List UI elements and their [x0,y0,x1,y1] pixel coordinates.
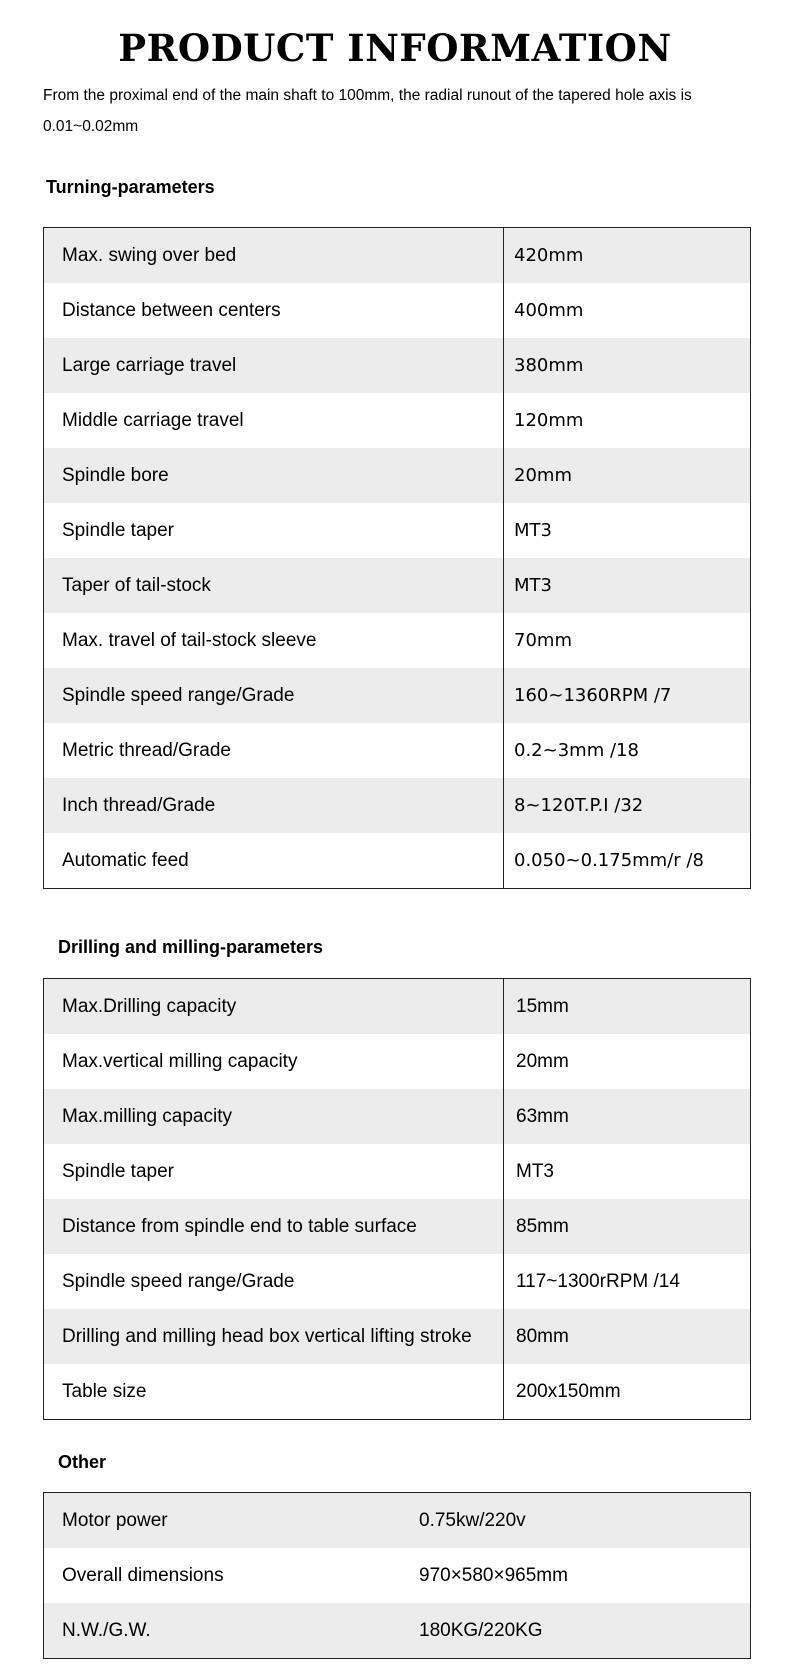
row-value: MT3 [516,1160,554,1182]
table-row [44,1493,750,1548]
table-row [44,979,750,1034]
table-row [44,558,750,613]
table-row [44,1144,750,1199]
row-label: Spindle speed range/Grade [44,1254,504,1309]
table-row [44,1309,750,1364]
row-label: N.W./G.W. [62,1619,151,1641]
row-label: Spindle taper [44,503,504,558]
row-label: Distance between centers [44,283,504,338]
row-value: 160~1360RPM /7 [514,685,672,706]
intro-text: From the proximal end of the main shaft to 100mm, the radial runout of the tapered hole axis is 0.01~0.02mm [43,87,692,135]
turning-parameters-table [43,227,751,889]
row-value: 970×580×965mm [419,1564,568,1586]
table-row [44,1199,750,1254]
row-value: 117~1300rRPM /14 [516,1270,680,1292]
row-value: 85mm [516,1215,569,1237]
row-value: 400mm [514,300,584,321]
table-row [44,723,750,778]
table-row [44,1548,750,1603]
section-title-turning: Turning-parameters [46,177,215,197]
row-label: Inch thread/Grade [44,778,504,833]
row-value: 20mm [514,465,572,486]
row-value: 0.2~3mm /18 [514,740,639,761]
table-row [44,393,750,448]
row-label: Taper of tail-stock [44,558,504,613]
section-title-other: Other [58,1452,107,1472]
row-label: Spindle speed range/Grade [44,668,504,723]
row-value: 420mm [514,245,584,266]
table-row [44,833,750,888]
row-value: 80mm [516,1325,569,1347]
row-label: Max. travel of tail-stock sleeve [44,613,504,668]
table-row [44,1364,750,1419]
row-value: MT3 [514,520,552,541]
row-label: Overall dimensions [62,1564,224,1586]
row-label: Middle carriage travel [44,393,504,448]
row-value: 0.050~0.175mm/r /8 [514,850,704,871]
row-value: 70mm [514,630,572,651]
row-value: 15mm [516,995,569,1017]
row-value: 120mm [514,410,584,431]
table-row [44,228,750,283]
row-label: Max.vertical milling capacity [44,1034,504,1089]
row-value: 63mm [516,1105,569,1127]
row-label: Spindle taper [44,1144,504,1199]
row-value: MT3 [514,575,552,596]
row-label: Max.milling capacity [44,1089,504,1144]
row-label: Table size [44,1364,504,1419]
row-label: Spindle bore [44,448,504,503]
row-value: 8~120T.P.I /32 [514,795,644,816]
row-label: Drilling and milling head box vertical lifting stroke [44,1309,504,1364]
table-row [44,668,750,723]
page-title: PRODUCT INFORMATION [118,26,672,70]
table-row [44,1603,750,1658]
row-label: Max. swing over bed [44,228,504,283]
table-row [44,1089,750,1144]
row-label: Metric thread/Grade [44,723,504,778]
row-label: Distance from spindle end to table surface [44,1199,504,1254]
table-row [44,1254,750,1309]
row-label: Motor power [62,1509,168,1531]
table-row [44,613,750,668]
table-row [44,283,750,338]
row-value: 0.75kw/220v [419,1509,526,1531]
table-row [44,448,750,503]
table-row [44,503,750,558]
row-value: 20mm [516,1050,569,1072]
row-label: Automatic feed [44,833,504,888]
row-value: 200x150mm [516,1380,621,1402]
table-row [44,338,750,393]
table-row [44,778,750,833]
row-label: Max.Drilling capacity [44,979,504,1034]
row-value: 380mm [514,355,584,376]
drilling-milling-parameters-table [43,978,751,1420]
row-label: Large carriage travel [44,338,504,393]
row-value: 180KG/220KG [419,1619,543,1641]
table-row [44,1034,750,1089]
other-parameters-table [43,1492,751,1659]
section-title-drilling-milling: Drilling and milling-parameters [58,937,324,957]
